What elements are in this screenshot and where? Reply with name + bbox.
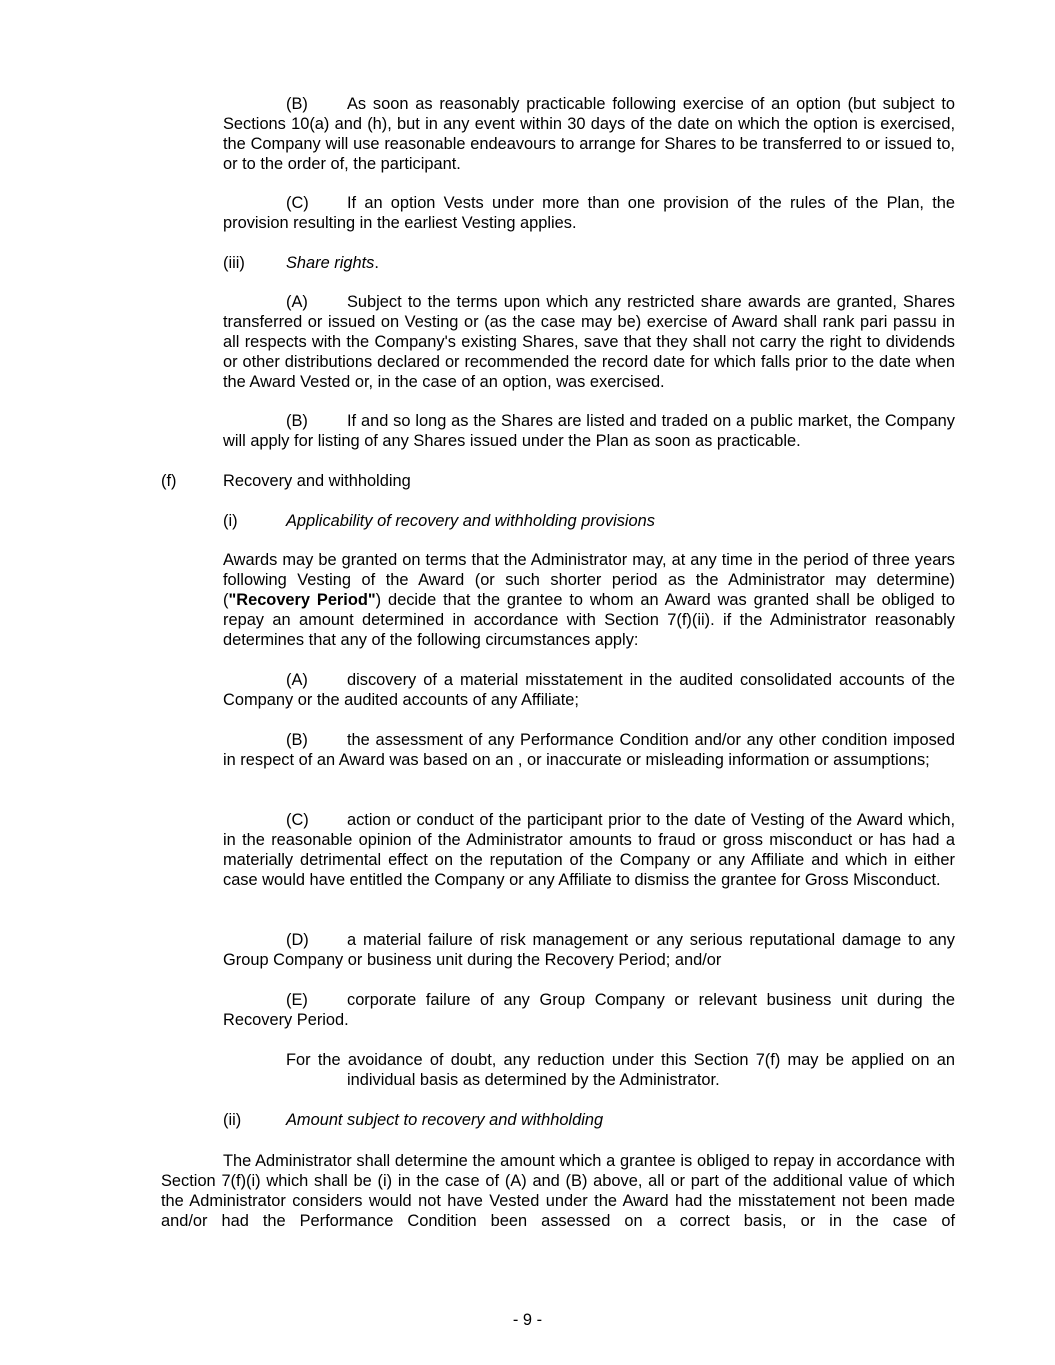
paragraph-text: If an option Vests under more than one provision of the rules of the Plan, the provision resulting in the earliest Vesting applies. bbox=[223, 194, 955, 232]
item-label: (f) bbox=[161, 472, 177, 490]
heading-title: Share rights bbox=[286, 254, 375, 272]
item-label: (D) bbox=[286, 931, 309, 949]
subsection-heading-applicability bbox=[223, 511, 955, 531]
paragraph-text: action or conduct of the participant prior to the date of Vesting of the Award which, in the reasonable opinion of the Administrator amounts to fraud or gross misconduct or has had a materially detrimental effect on the reputation of the Company or any Affiliate and which in either case would have entitled the Company or any Affiliate to dismiss the grantee for Gross Misconduct. bbox=[223, 811, 955, 889]
note-line-2: individual basis as determined by the Administrator. bbox=[347, 1071, 720, 1089]
paragraph-text: the assessment of any Performance Condition and/or any other condition imposed in respect of an Award was based on an , or inaccurate or misleading information or assumptions; bbox=[223, 731, 955, 769]
paragraph-text: discovery of a material misstatement in the audited consolidated accounts of the Company or the audited accounts of any Affiliate; bbox=[223, 671, 955, 709]
paragraph-text: Subject to the terms upon which any restricted share awards are granted, Shares transferred or issued on Vesting or (as the case may be) exercise of Award shall rank pari passu in all respects with the Company's existing Shares, save that they shall not carry the right to dividends or other distributions declared or recommended the record date for which falls prior to the date when the Award Vested or, in the case of an option, was exercised. bbox=[223, 293, 955, 391]
heading-suffix: . bbox=[374, 254, 379, 272]
item-label: (C) bbox=[286, 811, 309, 829]
paragraph-text: If and so long as the Shares are listed and traded on a public market, the Company will apply for listing of any Shares issued under the Plan as soon as practicable. bbox=[223, 412, 955, 450]
subsection-heading-amount bbox=[223, 1110, 955, 1130]
body-text-before: Awards may be granted on terms that the Administrator may, at any time in the period of three years following Vesting of the Award (or such shorter period as the Administrator may determine) ( bbox=[223, 551, 955, 609]
subsection-heading-share-rights bbox=[223, 253, 955, 273]
item-label: (A) bbox=[286, 293, 308, 311]
paragraph-text: corporate failure of any Group Company or relevant business unit during the Recovery Period. bbox=[223, 991, 955, 1029]
item-label: (B) bbox=[286, 95, 308, 113]
paragraph-f-i-body bbox=[223, 550, 955, 650]
heading-title: Amount subject to recovery and withholding bbox=[286, 1111, 604, 1129]
paragraph-f-i-c bbox=[223, 810, 955, 890]
defined-term-recovery-period: "Recovery Period" bbox=[228, 591, 376, 609]
paragraph-f-i-note bbox=[286, 1050, 955, 1090]
item-label: (iii) bbox=[223, 254, 245, 272]
paragraph-e-ii-b bbox=[223, 94, 955, 174]
heading-title: Applicability of recovery and withholding provisions bbox=[286, 512, 655, 530]
page-number: - 9 - bbox=[512, 1311, 543, 1329]
section-heading-recovery bbox=[161, 471, 955, 491]
paragraph-text: a material failure of risk management or any serious reputational damage to any Group Company or business unit during the Recovery Period; and/or bbox=[223, 931, 955, 969]
paragraph-f-i-b bbox=[223, 730, 955, 770]
item-label: (ii) bbox=[223, 1111, 242, 1129]
body-text-after: ) decide that the grantee to whom an Award was granted shall be obliged to repay an amount determined in accordance with Section 7(f)(ii). if the Administrator reasonably determines that any of the following circumstances apply: bbox=[223, 591, 955, 649]
paragraph-f-ii-body bbox=[161, 1151, 955, 1231]
item-label: (A) bbox=[286, 671, 308, 689]
paragraph-f-i-a bbox=[223, 670, 955, 710]
paragraph-e-iii-a bbox=[223, 292, 955, 392]
note-line-1: For the avoidance of doubt, any reduction under this Section 7(f) may be applied on an bbox=[286, 1051, 955, 1069]
paragraph-text: As soon as reasonably practicable following exercise of an option (but subject to Sections 10(a) and (h), but in any event within 30 days of the date on which the option is exercised, the Company will use reasonable endeavours to arrange for Shares to be transferred to or issued to, or to the order of, the participant. bbox=[223, 95, 955, 173]
paragraph-text: The Administrator shall determine the amount which a grantee is obliged to repay in accordance with Section 7(f)(i) which shall be (i) in the case of (A) and (B) above, all or part of the additional value of which the Administrator considers would not have Vested under the Award had the misstatement not been made and/or had the Performance Condition been assessed on a correct basis, or in the case of bbox=[161, 1152, 955, 1230]
item-label: (C) bbox=[286, 194, 309, 212]
paragraph-e-iii-b bbox=[223, 411, 955, 451]
paragraph-e-ii-c bbox=[223, 193, 955, 233]
item-label: (i) bbox=[223, 512, 238, 530]
item-label: (B) bbox=[286, 731, 308, 749]
item-label: (E) bbox=[286, 991, 308, 1009]
paragraph-f-i-d bbox=[223, 930, 955, 970]
item-label: (B) bbox=[286, 412, 308, 430]
paragraph-f-i-e bbox=[223, 990, 955, 1030]
heading-title: Recovery and withholding bbox=[223, 472, 411, 490]
